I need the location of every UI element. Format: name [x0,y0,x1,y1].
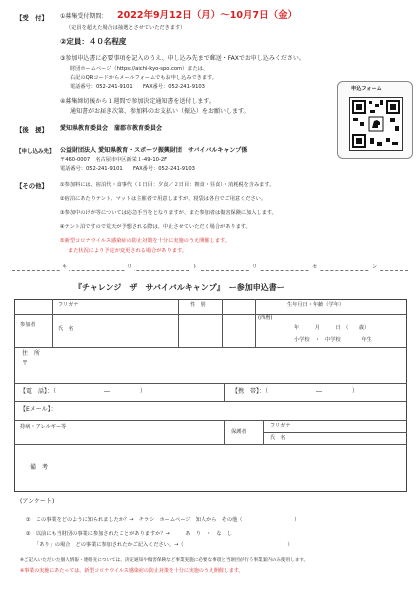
period-prefix: ①募集受付期間： [60,13,108,20]
covid-note: ※事業の実施にあたっては、新型コロナウイルス感染症の防止対策を十分に実施のうえ開催します。 [20,568,244,574]
cut-label: ン [372,264,378,270]
cut-label: リ [252,264,258,270]
result-line2: 通知書がお届き次第、参加料のお支払い（振込）をお願いします。 [70,108,250,115]
other-note-3: ③参加中のけが等については応急手当をとなりますが、また参加者は傷害保険に加入します。 [60,210,277,216]
method-line2: 財団ホームページ（https://aichi-kyo-spo.com）または、 [70,66,209,72]
other-note-2: ②宿泊にあたりテント、マットは主催者で用意しますが、寝袋は各自でご用意ください。 [60,196,267,202]
cut-label: セ [312,264,318,270]
host-label: 【後 援】 [16,126,48,134]
cut-label: ト [192,264,198,270]
birth-label: 生年月日・年齢（学年） [287,302,345,308]
guardian-label: 保護者 [231,429,247,435]
mobile-field[interactable]: 【携 帯】：（ ― ） [232,388,359,395]
other-note-1: ①参加料には、宿泊代・食事代（１日目：夕食／２日目：朝食・昼食）・消耗税を含みます。 [60,182,275,188]
guardian-name-field[interactable]: 氏 名 [270,435,286,441]
era-label: (西暦) [258,315,273,321]
host-value: 愛知県教育委員会 蒲郡市教育委員会 [60,125,163,132]
cut-line [12,270,408,271]
email-field[interactable]: 【Eメール】： [20,406,57,413]
method-line3: 右記のQRコードからメールフォームでもお申し込みできます。 [70,75,217,81]
other-note-4: ④テント泊ですので荒天が予想される際は、中止させていただく場合があります。 [60,224,251,230]
survey-label: (アンケート) [20,498,55,505]
survey-q2b[interactable]: 「あり」の場合 どの事業に参加されたかご記入ください。→（ ） [34,542,293,548]
other-note-5: ⑤新型コロナウイルス感染症の防止対策を十分に実施のうえ開催します。 [60,238,230,244]
participant-label: 参加者 [20,322,36,328]
gender-label: 性 別 [190,302,206,308]
privacy-note: ※ご記入いただいた個人情報・連絡先については、決定通知や傷害保険など事業実施に必要な事項と当財団が行う事業案内のみ使用します。 [20,558,309,563]
method-line1: ③参加申込書に必要事項を記入のうえ、申し込み先まで郵送・FAXでお申し込みください。 [60,55,305,62]
survey-q1[interactable]: ① この事業をどのように知られましたか？→ チラシ ホームページ 知人から その他（ ） [26,517,300,523]
period-note: （定員を超えた場合は抽選とさせていただきます） [66,25,186,31]
other-note-6: また状況により予定が変更される場合があります。 [68,248,187,254]
apply-to-line3: 電話番号：052-241-9101 FAX番号：052-241-9103 [60,166,195,172]
postal-mark: 〒 [22,360,29,367]
qr-title: 申込フォーム [351,86,382,92]
result-line1: ④募集締切後から１週間で参加決定通知書を送付します。 [60,98,215,105]
period-value: 2022年9月12日（月）～10月7日（金） [117,10,298,21]
survey-q2[interactable]: ② 以前にも当財団の事業に参加されたことがありますか？→ あ り ・ な し [26,531,233,537]
allergy-field[interactable] [16,432,222,444]
cut-label: キ [62,264,68,270]
qr-code-icon[interactable] [349,97,403,151]
address-label: 住 所 [22,350,41,357]
allergy-label: 持病・アレルギー等 [20,424,67,430]
reception-label: 【受 付】 [16,14,48,22]
form-title: 『チャレンジ ザ サバイバルキャンプ』 ー参加申込書ー [74,283,285,292]
gender-field[interactable] [180,314,221,346]
cut-label: リ [127,264,133,270]
capacity: ②定員：４０名程度 [60,37,127,46]
apply-to-label: 【申し込み先】 [16,149,55,155]
furigana-label: フリガナ [58,302,79,308]
participant-name-field[interactable] [60,314,177,346]
name-label: 氏 名 [58,326,74,332]
school-grade-field[interactable]: 小学校 ・ 中学校 年生 [294,337,372,343]
other-label: 【その他】 [16,182,48,190]
address-field[interactable] [36,350,406,382]
guardian-furigana-label: フリガナ [270,423,291,429]
method-line4: 電話番号：052-241-9101 FAX番号：052-241-9103 [70,84,205,90]
birth-date-field[interactable]: 年 月 日 （ 歳） [294,325,370,331]
remarks-field[interactable] [60,446,405,490]
apply-to-line2: 〒460-0007 名古屋市中区新栄１-49-10-2F [60,157,168,163]
phone-field[interactable]: 【電 話】：（ ― ） [20,388,147,395]
apply-to-line1: 公益財団法人 愛知県教育・スポーツ振興財団 サバイバルキャンプ係 [60,147,248,154]
remarks-label: 備 考 [30,464,49,471]
